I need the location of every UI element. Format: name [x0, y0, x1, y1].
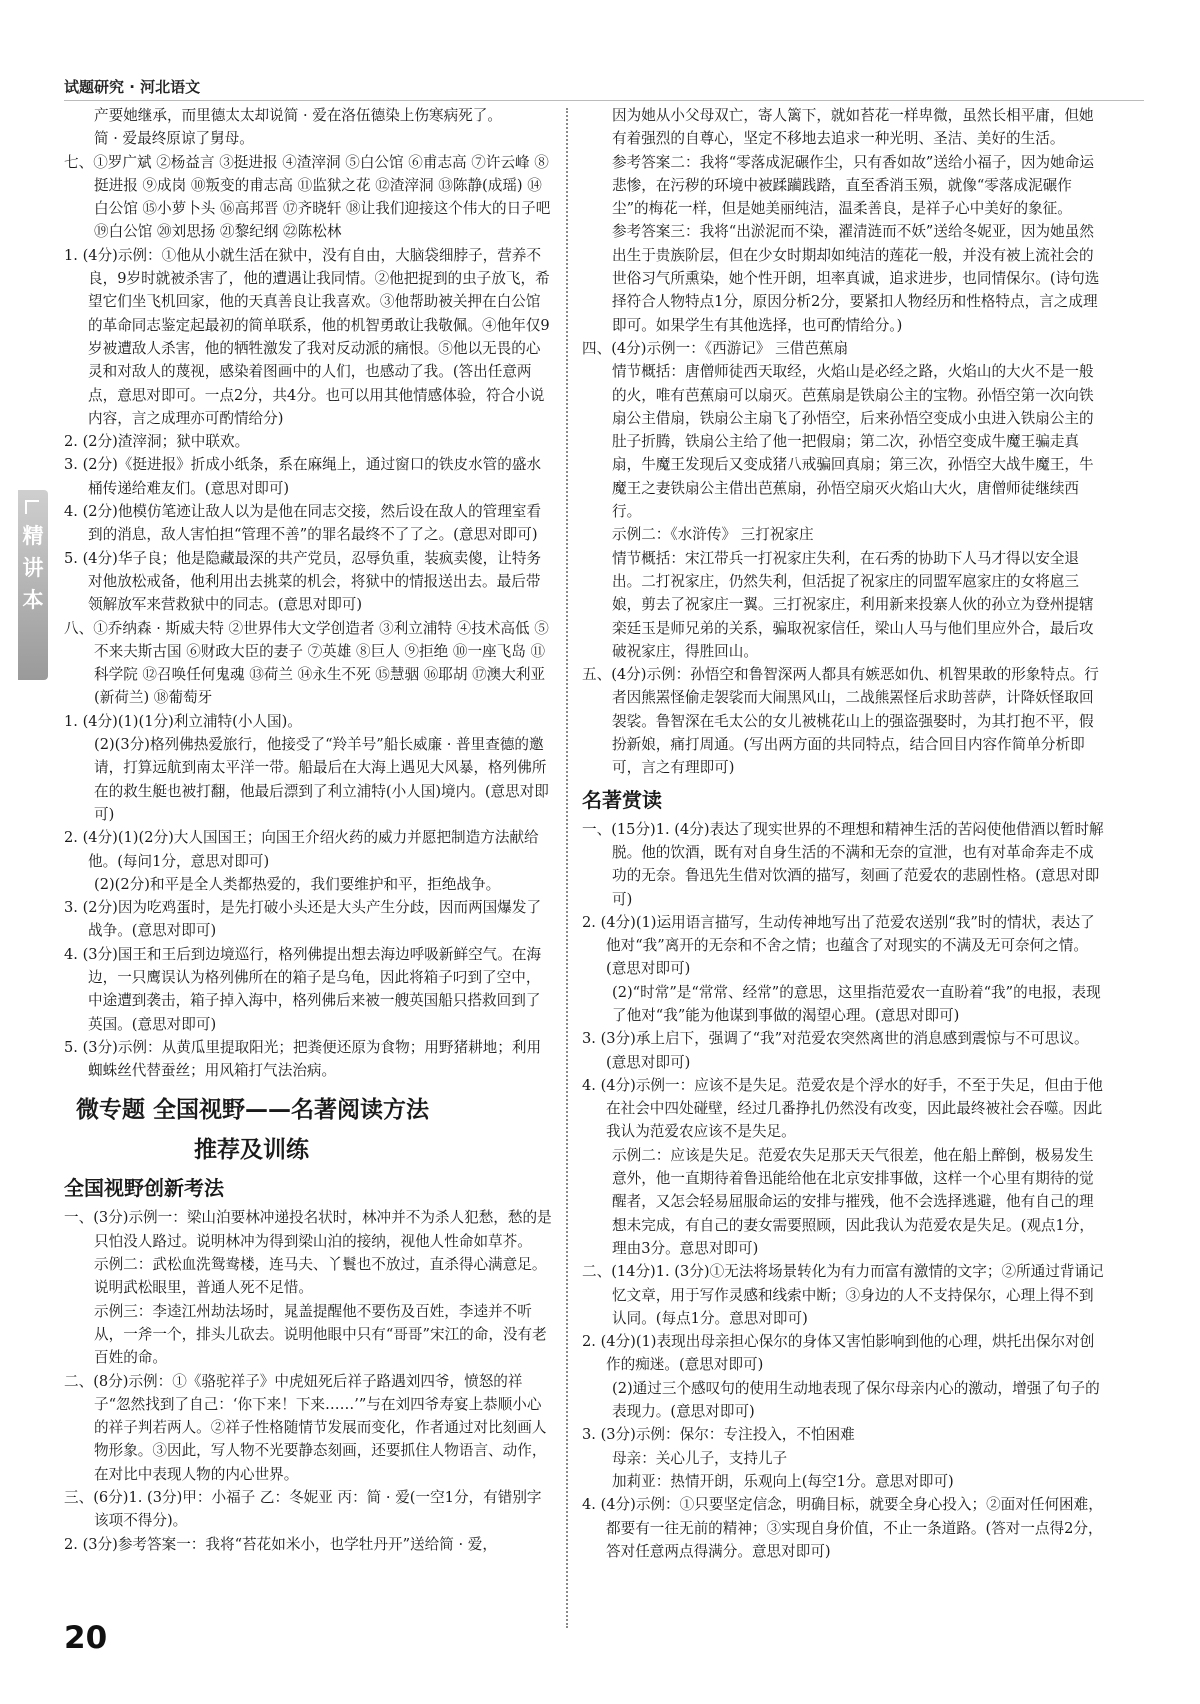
answer-paragraph: (2)(3分)格列佛热爱旅行，他接受了“羚羊号”船长威廉 · 普里查德的邀请，打算远航到南太平洋一带。船最后在大海上遇见大风暴，格列佛所在的救生艇也被打翻，他最后漂到了利立浦特(小人国)境内。(意思对即可) [94, 736, 549, 823]
answer-paragraph: 3. (2分)《挺进报》折成小纸条，系在麻绳上，通过窗口的铁皮水管的盛水桶传递给难友们。(意思对即可) [64, 456, 542, 497]
answer-paragraph: 2. (4分)(1)表现出母亲担心保尔的身体又害怕影响到他的心理，烘托出保尔对创作的痴迷。(意思对即可) [582, 1333, 1095, 1374]
answer-paragraph: 1. (4分)示例：①他从小就生活在狱中，没有自由，大脑袋细脖子，营养不良，9岁时就被杀害了，他的遭遇让我同情。②他把捉到的虫子放飞，希望它们坐飞机回家，他的天真善良让我喜欢。③他帮助被关押在白公馆的革命同志鉴定起最初的简单联系，他的机智勇敢让我敬佩。④他年仅9岁被遭敌人杀害，他的牺牲激发了我对反动派的痛恨。⑤他以无畏的心灵和对敌人的蔑视，感染着图画中的人们，也感动了我。(答出任意两点，意思对即可。一点2分，共4分。也可以用其他情感体验，符合小说内容，言之成理亦可酌情给分) [64, 246, 550, 427]
answer-paragraph: 加莉亚：热情开朗，乐观向上(每空1分。意思对即可) [612, 1472, 954, 1490]
answer-paragraph: 4. (2分)他模仿笔迹让敌人以为是他在同志交接，然后设在敌人的管理室看到的消息，敌人害怕担“管理不善”的罪名最终不了了之。(意思对即可) [64, 503, 542, 544]
left-column [64, 104, 552, 1556]
right-answers [582, 104, 1104, 780]
side-tab-label: 精讲本 [22, 524, 44, 612]
right-answers-2 [582, 818, 1104, 1564]
answer-paragraph: 一、(15分)1. (4分)表达了现实世界的不理想和精神生活的苦闷使他借酒以暂时解脱。他的饮酒，既有对自身生活的不满和无奈的宣泄，也有对革命奔走不成功的无奈。鲁迅先生借对饮酒的描写，刻画了范爱农的悲剧性格。(意思对即可) [582, 820, 1104, 908]
answer-paragraph: 5. (4分)华子良；他是隐藏最深的共产党员，忍辱负重，装疯卖傻，让特务对他放松戒备，他利用出去挑菜的机会，将狱中的情报送出去。最后带领解放军来营救狱中的同志。(意思对即可) [64, 549, 542, 614]
answer-paragraph: 3. (2分)因为吃鸡蛋时，是先打破小头还是大头产生分歧，因而两国爆发了战争。(意思对即可) [64, 899, 542, 940]
answer-paragraph: 参考答案二：我将“零落成泥碾作尘，只有香如故”送给小福子，因为她命运悲惨，在污秽的环境中被蹂躏践踏，直至香消玉殒，就像“零落成泥碾作尘”的梅花一样，但是她美丽纯洁，温柔善良，是祥子心中美好的象征。 [612, 153, 1094, 218]
page-number: 20 [64, 1620, 108, 1656]
answer-paragraph: 简 · 爱最终原谅了舅母。 [94, 130, 254, 148]
answer-paragraph: 5. (3分)示例：从黄瓜里提取阳光；把粪便还原为食物；用野猪耕地；利用蜘蛛丝代替蚕丝；用风箱打气法治病。 [64, 1038, 542, 1080]
answer-paragraph: 示例三：李逵江州劫法场时，晁盖提醒他不要伤及百姓，李逵并不听从，一斧一个，排头儿砍去。说明他眼中只有“哥哥”宋江的命，没有老百姓的命。 [94, 1302, 547, 1367]
column-divider [566, 108, 568, 1628]
answer-paragraph: 示例二：《水浒传》 三打祝家庄 [612, 526, 814, 544]
answer-paragraph: 参考答案三：我将“出淤泥而不染，濯清涟而不妖”送给冬妮亚，因为她虽然出生于贵族阶层，但在少女时期却如纯洁的莲花一般，并没有被上流社会的世俗习气所熏染，她个性开朗，坦率真诚，追求进步，也同情保尔。(诗句选择符合人物特点1分，原因分析2分，要紧扣人物经历和性格特点，言之成理即可。如果学生有其他选择，也可酌情给分。) [612, 223, 1100, 334]
answer-paragraph: 2. (3分)参考答案一：我将“苔花如米小，也学牡丹开”送给简 · 爱， [64, 1535, 497, 1553]
answer-paragraph: 情节概括：宋江带兵一打祝家庄失利，在石秀的协助下人马才得以安全退出。二打祝家庄，仍然失利，但活捉了祝家庄的同盟军扈家庄的女将扈三娘，剪去了祝家庄一翼。三打祝家庄，利用新来投寨人伙的孙立为登州提辖栾廷玉是师兄弟的关系，骗取祝家信任，梁山人马与他们里应外合，最后攻破祝家庄，得胜回山。 [612, 549, 1094, 660]
answer-paragraph: 示例二：应该是失足。范爱农失足那天天气很差，他在船上醉倒，极易发生意外，他一直期待着鲁迅能给他在北京安排事做，这样一个心里有期待的觉醒者，又怎会轻易屈服命运的安排与摧残，他不会选择逃避，他有自己的理想未完成，有自己的妻女需要照顾，因此我认为范爱农是失足。(观点1分，理由3分。意思对即可) [612, 1146, 1094, 1257]
topic-title-line2: 推荐及训练 [194, 1137, 309, 1164]
answer-paragraph: 2. (4分)(1)运用语言描写，生动传神地写出了范爱农送别“我”时的情状，表达了他对“我”离开的无奈和不舍之情；也蕴含了对现实的不满及无可奈何之情。(意思对即可) [582, 913, 1095, 978]
answer-paragraph: 三、(6分)1. (3分)甲：小福子 乙：冬妮亚 丙：简 · 爱(一空1分，有错别字该项不得分)。 [64, 1489, 542, 1530]
answer-paragraph: 因为她从小父母双亡，寄人篱下，就如苔花一样卑微，虽然长相平庸，但她有着强烈的自尊心，坚定不移地去追求一种光明、圣洁、美好的生活。 [612, 107, 1094, 148]
answer-paragraph: 示例二：武松血洗鸳鸯楼，连马夫、丫鬟也不放过，直杀得心满意足。说明武松眼里，普通人死不足惜。 [94, 1256, 547, 1297]
left-answers-2 [64, 1206, 552, 1555]
answer-paragraph: (2)“时常”是“常常、经常”的意思，这里指范爱农一直盼着“我”的电报，表现了他对“我”能为他谋到事做的渴望心理。(意思对即可) [612, 983, 1101, 1024]
answer-paragraph: 4. (4分)示例一：应该不是失足。范爱农是个浮水的好手，不至于失足，但由于他在社会中四处碰壁，经过几番挣扎仍然没有改变，因此最终被社会吞噬。因此我认为范爱农应该不是失足。 [582, 1076, 1103, 1141]
section-title-national: 全国视野创新考法 [64, 1176, 224, 1201]
answer-paragraph: 3. (3分)示例：保尔：专注投入，不怕困难 [582, 1426, 855, 1444]
answer-paragraph: 二、(14分)1. (3分)①无法将场景转化为有力而富有激情的文字；②所通过背诵记忆文章，用于写作灵感和线索中断；③身边的人不支持保尔，心理上得不到认同。(每点1分。意思对即可) [582, 1263, 1104, 1327]
answer-paragraph: 1. (4分)(1)(1分)利立浦特(小人国)。 [64, 712, 302, 730]
answer-paragraph: 产要她继承，而里德太太却说简 · 爱在洛伍德染上伤寒病死了。 [94, 107, 502, 124]
topic-title-line1: 微专题 全国视野——名著阅读方法 [76, 1097, 430, 1124]
answer-paragraph: 四、(4分)示例一：《西游记》 三借芭蕉扇 [582, 339, 849, 357]
answer-paragraph: (2)(2分)和平是全人类都热爱的，我们要维护和平，拒绝战争。 [94, 875, 501, 893]
answer-paragraph: 五、(4分)示例：孙悟空和鲁智深两人都具有嫉恶如仇、机智果敢的形象特点。行者因熊罴怪偷走袈裟而大闹黑风山，二战熊罴怪后求助菩萨，计降妖怪取回袈裟。鲁智深在毛太公的女儿被桃花山上的强盗强娶时，为其打抱不平，假扮新娘，痛打周通。(写出两方面的共同特点，结合回目内容作简单分析即可，言之有理即可) [582, 666, 1099, 777]
header-rule [64, 100, 1144, 101]
answer-paragraph: 4. (3分)国王和王后到边境巡行，格列佛提出想去海边呼吸新鲜空气。在海边，一只鹰误认为格列佛所在的箱子是乌龟，因此将箱子叼到了空中，中途遭到袭击，箱子掉入海中，格列佛后来被一艘英国船只搭救回到了英国。(意思对即可) [64, 945, 542, 1033]
answer-paragraph: 一、(3分)示例一：梁山泊要林冲递投名状时，林冲并不为杀人犯愁，愁的是只怕没人路过。说明林冲为得到梁山泊的接纳，视他人性命如草芥。 [64, 1209, 552, 1250]
side-tab-bracket-icon [25, 500, 39, 514]
answer-paragraph: 情节概括：唐僧师徒西天取经，火焰山是必经之路，火焰山的大火不是一般的火，唯有芭蕉扇可以扇灭。芭蕉扇是铁扇公主的宝物。孙悟空第一次向铁扇公主借扇，铁扇公主扇飞了孙悟空，后来孙悟空变成小虫进入铁扇公主的肚子折腾，铁扇公主给了他一把假扇；第二次，孙悟空变成牛魔王骗走真扇，牛魔王发现后又变成猪八戒骗回真扇；第三次，孙悟空大战牛魔王，牛魔王之妻铁扇公主借出芭蕉扇，孙悟空扇灭火焰山大火，唐僧师徒继续西行。 [612, 363, 1094, 521]
section-title-reading: 名著赏读 [582, 787, 662, 812]
answer-paragraph: 七、①罗广斌 ②杨益言 ③挺进报 ④渣滓洞 ⑤白公馆 ⑥甫志高 ⑦许云峰 ⑧挺进报 ⑨成岗 ⑩叛变的甫志高 ⑪监狱之花 ⑫渣滓洞 ⑬陈静(成瑶) ⑭白公馆 ⑮小萝卜头 ⑯高邦晋 ⑰齐晓轩 ⑱让我们迎接这个伟大的日子吧 ⑲白公馆 ⑳刘思扬 ㉑黎纪纲 ㉒陈松林 [64, 153, 551, 241]
left-answers [64, 104, 552, 1082]
right-column [582, 104, 1104, 1563]
answer-paragraph: 二、(8分)示例：①《骆驼祥子》中虎妞死后祥子路遇刘四爷，愤怒的祥子“忽然找到了自己：‘你下来！下来……’”与在刘四爷寿宴上恭顺小心的祥子判若两人。②祥子性格随情节发展而变化，作者通过对比刻画人物形象。③因此，写人物不光要静态刻画，还要抓住人物语言、动作，在对比中表现人物的内心世界。 [64, 1372, 547, 1483]
page-header: 试题研究 · 河北语文 [64, 78, 201, 96]
answer-paragraph: 母亲：关心儿子，支持儿子 [612, 1449, 788, 1467]
answer-paragraph: 2. (4分)(1)(2分)大人国国王；向国王介绍火药的威力并愿把制造方法献给他。(每问1分，意思对即可) [64, 829, 539, 870]
answer-paragraph: (2)通过三个感叹句的使用生动地表现了保尔母亲内心的激动，增强了句子的表现力。(意思对即可) [612, 1379, 1100, 1421]
answer-paragraph: 3. (3分)承上启下，强调了“我”对范爱农突然离世的消息感到震惊与不可思议。(意思对即可) [582, 1030, 1089, 1071]
answer-paragraph: 4. (4分)示例：①只要坚定信念，明确目标，就要全身心投入；②面对任何困难，都要有一往无前的精神；③实现自身价值，不止一条道路。(答对一点得2分，答对任意两点得满分。意思对即可) [582, 1496, 1103, 1560]
answer-paragraph: 八、①乔纳森 · 斯威夫特 ②世界伟大文学创造者 ③利立浦特 ④技术高低 ⑤不来夫斯古国 ⑥财政大臣的妻子 ⑦英雄 ⑧巨人 ⑨拒绝 ⑩一座飞岛 ⑪科学院 ⑫召唤任何鬼魂 ⑬荷兰 ⑭永生不死 ⑮慧骃 ⑯耶胡 ⑰澳大利亚(新荷兰) ⑱葡萄牙 [64, 619, 549, 707]
answer-paragraph: 2. (2分)渣滓洞；狱中联欢。 [64, 433, 250, 451]
